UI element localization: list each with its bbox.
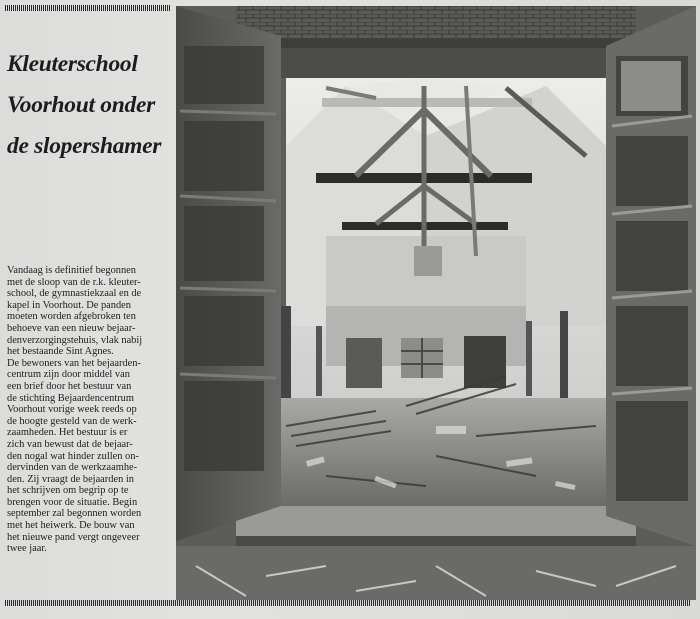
body-line: het schrijven om begrip op te [7, 485, 129, 497]
body-line: brengen voor de situatie. Begin [7, 496, 138, 508]
body-line: den nogal wat hinder zullen on- [7, 450, 139, 462]
body-line: denverzorgingstehuis, vlak nabij [7, 334, 143, 346]
bottom-rule [5, 600, 690, 606]
body-line: dervinden van de werkzaamhe- [7, 462, 138, 474]
body-line: de stichting Bejaardencentrum [7, 392, 134, 404]
demolition-photo [176, 6, 696, 600]
body-line: de hoogte gesteld van de werk- [7, 415, 137, 427]
headline-line: Kleuterschool [7, 51, 138, 77]
body-line: den. Zij vraagt de bejaarden in [7, 473, 134, 485]
body-line: het nieuwe pand vergt ongeveer [7, 531, 140, 543]
body-line: Voorhout vorige week reeds op [7, 404, 137, 416]
body-line: kapel in Voorhout. De panden [7, 299, 131, 311]
top-rule [5, 5, 170, 11]
headline-line: Voorhout onder [7, 92, 155, 118]
body-line: een brief door het bestuur van [7, 380, 132, 392]
body-line: moeten worden afgebroken ten [7, 311, 136, 323]
body-line: De bewoners van het bejaarden- [7, 357, 141, 369]
body-line: school, de gymnastiekzaal en de [7, 288, 142, 300]
body-line: zaamheden. Het bestuur is er [7, 427, 128, 439]
body-line: zich van bewust dat de bejaar- [7, 438, 133, 450]
body-line: het bestaande Sint Agnes. [7, 346, 114, 358]
body-line: twee jaar. [7, 543, 47, 555]
body-line: september zal begonnen worden [7, 508, 142, 520]
body-line: behoeve van een nieuw bejaar- [7, 322, 136, 334]
body-line: met het heiwerk. De bouw van [7, 520, 135, 532]
body-line: met de sloop van de r.k. kleuter- [7, 276, 141, 288]
headline-line: de slopershamer [7, 133, 162, 159]
body-line: centrum zijn door middel van [7, 369, 130, 381]
body-line: Vandaag is definitief begonnen [7, 265, 136, 276]
article-body [7, 265, 172, 555]
headline [7, 44, 172, 167]
